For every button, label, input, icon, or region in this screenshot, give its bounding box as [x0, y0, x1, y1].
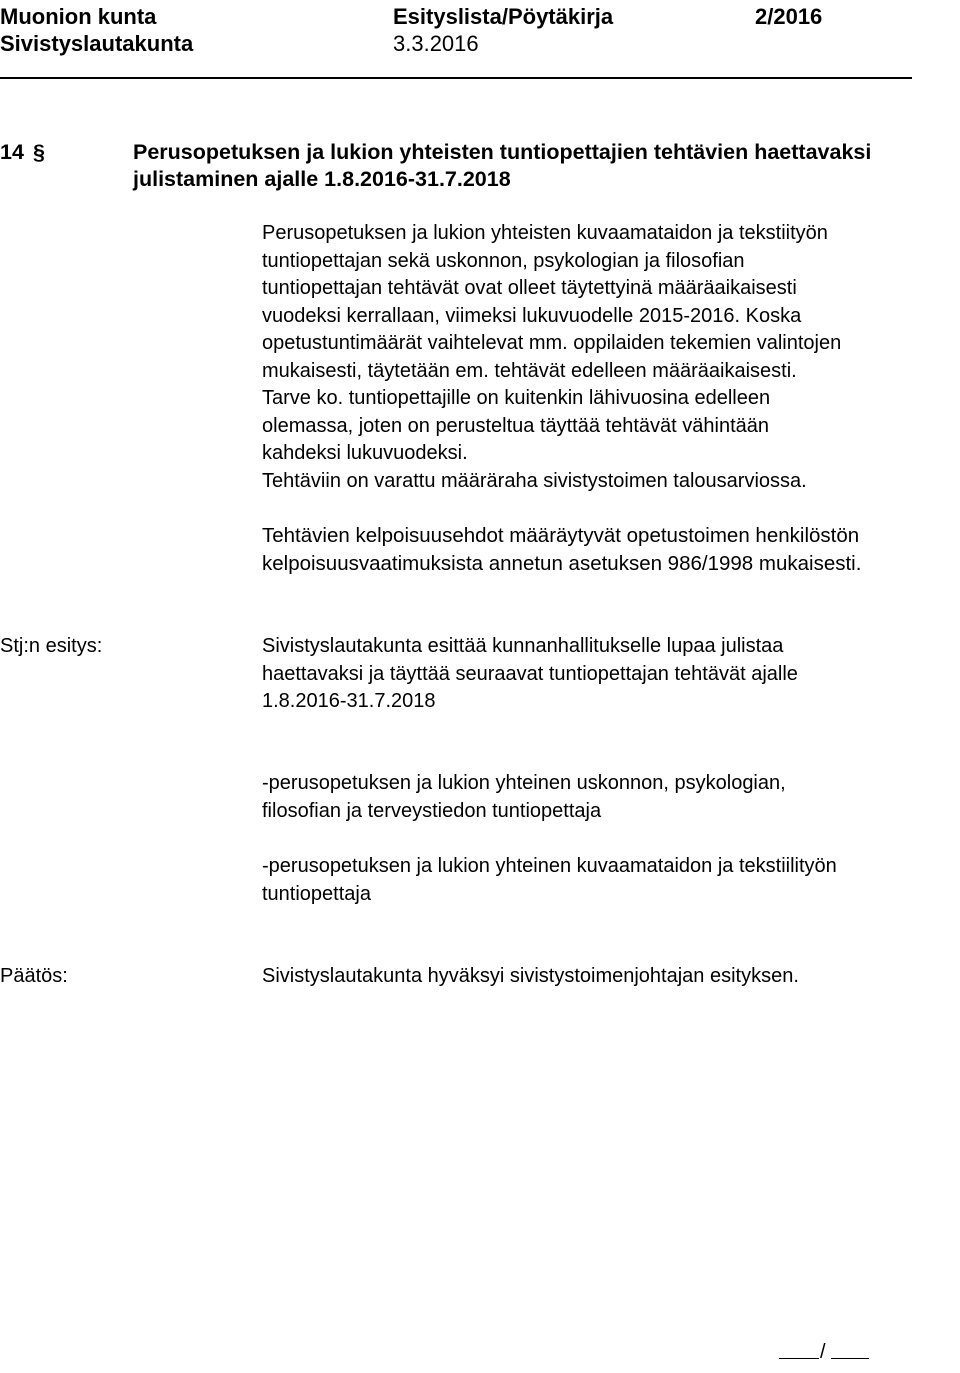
meeting-date: 3.3.2016 — [393, 31, 479, 56]
paragraph-line: Tehtäviin on varattu määräraha sivistystoimen talousarviossa. — [262, 469, 807, 492]
paragraph-line: tuntiopettajan tehtävät ovat olleet täytettyinä määräaikaisesti — [262, 277, 797, 299]
position-line: tuntiopettaja — [262, 882, 371, 905]
position-line: -perusopetuksen ja lukion yhteinen uskonnon, psykologian, — [262, 772, 786, 794]
decision-label: Päätös: — [0, 965, 68, 987]
item-title-line-1: Perusopetuksen ja lukion yhteisten tuntiopettajien tehtävien haettavaksi — [133, 140, 872, 164]
document-number: 2/2016 — [755, 4, 823, 29]
header-rule — [0, 77, 912, 79]
proposal-line: 1.8.2016-31.7.2018 — [262, 690, 436, 712]
position-item-1 — [262, 770, 786, 825]
position-line: filosofian ja terveystiedon tuntiopettaja — [262, 799, 602, 822]
paragraph-line: olemassa, joten on perusteltua täyttää tehtävät vähintään — [262, 414, 770, 437]
position-item-2 — [262, 853, 837, 908]
document-type: Esityslista/Pöytäkirja — [393, 4, 614, 29]
position-line: -perusopetuksen ja lukion yhteinen kuvaamataidon ja tekstiilityön — [262, 855, 837, 877]
item-number: 14 — [0, 140, 24, 164]
paragraph-line: tuntiopettajan sekä uskonnon, psykologian ja filosofian — [262, 249, 745, 272]
paragraph-line: Tarve ko. tuntiopettajille on kuitenkin lähivuosina edelleen — [262, 387, 771, 409]
proposal-line: haettavaksi ja täyttää seuraavat tuntiopettajan tehtävät ajalle — [262, 662, 798, 685]
proposal-label: Stj:n esitys: — [0, 635, 103, 657]
section-mark: § — [33, 140, 45, 164]
qualification-paragraph — [262, 522, 861, 577]
paragraph-line: Tehtävien kelpoisuusehdot määräytyvät opetustoimen henkilöstön — [262, 524, 860, 547]
committee-name: Sivistyslautakunta — [0, 31, 194, 56]
decision-text — [262, 963, 799, 991]
proposal-text — [262, 633, 798, 716]
initials-line-left — [779, 1358, 819, 1359]
municipality-name: Muonion kunta — [0, 4, 157, 29]
decision-line: Sivistyslautakunta hyväksyi sivistystoimenjohtajan esityksen. — [262, 965, 799, 987]
paragraph-line: kahdeksi lukuvuodeksi. — [262, 442, 468, 464]
initials-line-right — [831, 1358, 869, 1359]
item-title-line-2: julistaminen ajalle 1.8.2016-31.7.2018 — [133, 167, 511, 191]
paragraph-line: opetustuntimäärät vaihtelevat mm. oppilaiden tekemien valintojen — [262, 332, 842, 354]
paragraph-line: Perusopetuksen ja lukion yhteisten kuvaamataidon ja tekstiityön — [262, 222, 828, 244]
paragraph-line: kelpoisuusvaatimuksista annetun asetuksen 986/1998 mukaisesti. — [262, 551, 862, 575]
paragraph-line: vuodeksi kerrallaan, viimeksi lukuvuodelle 2015-2016. Koska — [262, 304, 802, 327]
initials-separator: / — [820, 1341, 826, 1363]
proposal-line: Sivistyslautakunta esittää kunnanhallitukselle lupaa julistaa — [262, 635, 784, 657]
paragraph-line: mukaisesti, täytetään em. tehtävät edelleen määräaikaisesti. — [262, 359, 797, 382]
background-paragraph — [262, 220, 841, 495]
